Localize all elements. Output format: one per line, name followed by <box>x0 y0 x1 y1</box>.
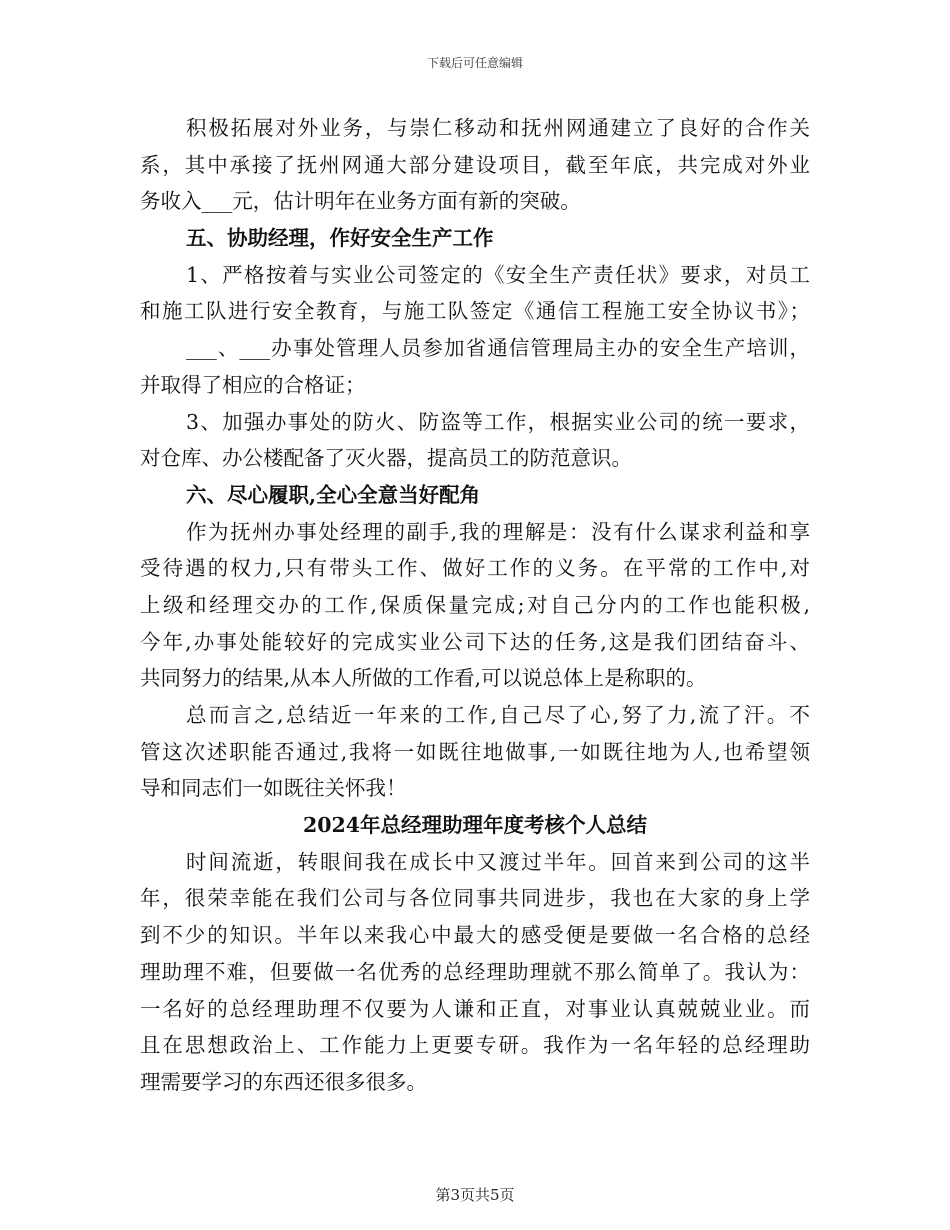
paragraph-line: 系，其中承接了抚州网通大部分建设项目，截至年底，共完成对外业 <box>140 152 810 177</box>
paragraph-line: 和施工队进行安全教育，与施工队签定《通信工程施工安全协议书》； <box>140 299 810 324</box>
paragraph-line: 共同努力的结果,从本人所做的工作看,可以说总体上是称职的。 <box>140 666 707 691</box>
paragraph-line: 受待遇的权力,只有带头工作、做好工作的义务。在平常的工作中,对 <box>140 556 810 581</box>
paragraph-line: 一名好的总经理助理不仅要为人谦和正直，对事业认真兢兢业业。而 <box>140 996 810 1021</box>
document-title: 2024年总经理助理年度考核个人总结 <box>302 813 648 838</box>
paragraph-line: 年，很荣幸能在我们公司与各位同事共同进步，我也在大家的身上学 <box>140 886 810 911</box>
paragraph-line: 3、加强办事处的防火、防盗等工作，根据实业公司的统一要求， <box>186 409 810 434</box>
paragraph-line: 务收入___元，估计明年在业务方面有新的突破。 <box>140 189 581 214</box>
paragraph-line: 今年,办事处能较好的完成实业公司下达的任务,这是我们团结奋斗、 <box>140 629 810 654</box>
paragraph-line: 时间流逝，转眼间我在成长中又渡过半年。回首来到公司的这半 <box>186 849 810 874</box>
paragraph-line: 对仓库、办公楼配备了灭火器，提高员工的防范意识。 <box>140 446 632 471</box>
paragraph-line: 且在思想政治上、工作能力上更要专研。我作为一名年轻的总经理助 <box>140 1033 810 1058</box>
paragraph-line: 到不少的知识。半年以来我心中最大的感受便是要做一名合格的总经 <box>140 923 810 948</box>
page-header: 下载后可任意编辑 <box>426 56 523 70</box>
section-heading: 五、协助经理，作好安全生产工作 <box>186 226 494 251</box>
paragraph-line: 理助理不难，但要做一名优秀的总经理助理就不那么简单了。我认为： <box>140 959 810 984</box>
paragraph-line: 作为抚州办事处经理的副手,我的理解是：没有什么谋求利益和享 <box>186 519 810 544</box>
page-footer: 第3页共5页 <box>435 1186 515 1204</box>
paragraph-line: 管这次述职能否通过,我将一如既往地做事,一如既往地为人,也希望领 <box>140 739 810 764</box>
paragraph-line: 积极拓展对外业务，与崇仁移动和抚州网通建立了良好的合作关 <box>186 116 810 140</box>
paragraph-line: 并取得了相应的合格证； <box>140 372 366 397</box>
paragraph-line: 理需要学习的东西还很多很多。 <box>140 1069 427 1094</box>
paragraph-line: ___、___办事处管理人员参加省通信管理局主办的安全生产培训， <box>186 336 810 361</box>
paragraph-line: 导和同志们一如既往关怀我！ <box>140 776 407 801</box>
paragraph-line: 上级和经理交办的工作,保质保量完成;对自己分内的工作也能积极, <box>140 592 810 617</box>
paragraph-line: 1、严格按着与实业公司签定的《安全生产责任状》要求，对员工 <box>186 262 810 287</box>
document-body <box>140 110 810 1101</box>
section-heading: 六、尽心履职,全心全意当好配角 <box>186 482 481 507</box>
paragraph-line: 总而言之,总结近一年来的工作,自己尽了心,努了力,流了汗。不 <box>186 703 810 727</box>
